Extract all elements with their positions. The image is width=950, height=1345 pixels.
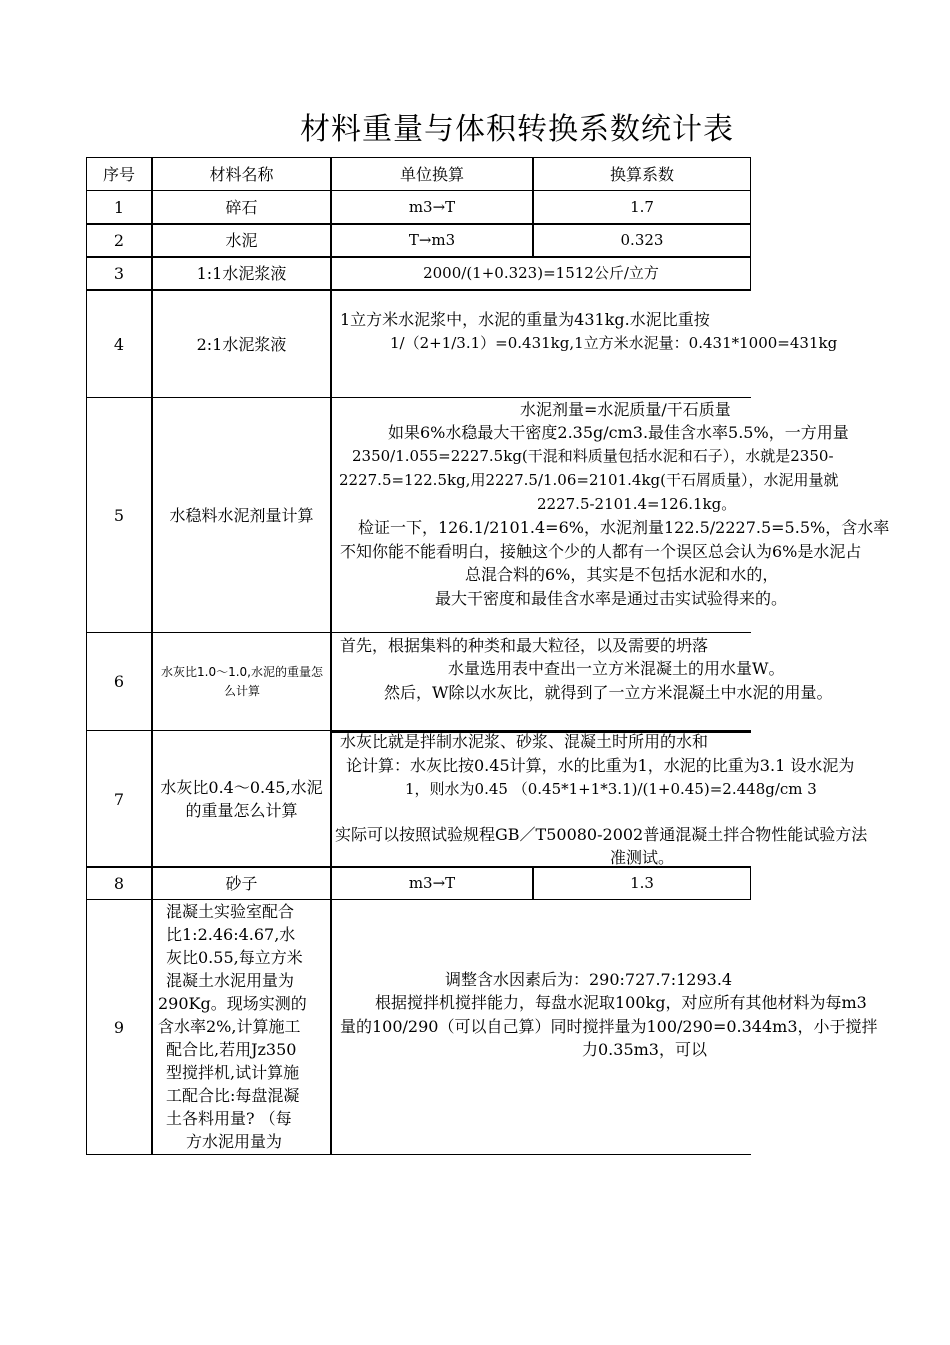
row-5-line-2: 如果6%水稳最大干密度2.35g/cm3.最佳含水率5.5%，一方用量	[388, 423, 849, 442]
row-1-no: 1	[113, 198, 125, 217]
row-7-line-3: 1，则水为0.45 （0.45*1+1*3.1)/(1+0.45)=2.448g/cm 3	[405, 780, 817, 798]
row-9-name-7: 配合比,若用Jz350	[166, 1040, 297, 1059]
row-8-name: 砂子	[225, 874, 258, 893]
row-1-unit: m3→T	[408, 198, 456, 216]
row-6-name: 水灰比1.0～1.0,水泥的重量怎么计算	[161, 664, 323, 698]
row-9-name-1: 混凝土实验室配合	[166, 902, 295, 921]
row-5-line-6: 检证一下，126.1/2101.4=6%，水泥剂量122.5/2227.5=5.5%，含水率	[358, 518, 890, 537]
row-9-line-4: 力0.35m3，可以	[582, 1040, 707, 1059]
row-3-no: 3	[113, 264, 125, 283]
row-2-coef: 0.323	[620, 231, 664, 249]
row-5-line-8: 总混合料的6%，其实是不包括水泥和水的，	[465, 565, 779, 584]
row-6-line-3: 然后，W除以水灰比，就得到了一立方米混凝土中水泥的用量。	[384, 683, 833, 702]
row-9-name-10: 土各料用量? （每	[166, 1109, 292, 1128]
row-7-line-4: 实际可以按照试验规程GB／T50080-2002普通混凝土拌合物性能试验方法	[335, 825, 868, 844]
row-9-name-4: 混凝土水泥用量为	[166, 971, 295, 990]
row-9-name-11: 方水泥用量为	[186, 1132, 283, 1151]
row-2-unit: T→m3	[408, 231, 456, 249]
row-5-line-9: 最大干密度和最佳含水率是通过击实试验得来的。	[435, 589, 788, 608]
row-9-name-8: 型搅拌机,试计算施	[166, 1063, 300, 1082]
row-9-name-3: 灰比0.55,每立方米	[166, 948, 303, 967]
row-5-line-7: 不知你能不能看明白，接触这个少的人都有一个误区总会认为6%是水泥占	[340, 542, 862, 561]
row-9-line-2: 根据搅拌机搅拌能力，每盘水泥取100kg，对应所有其他材料为每m3	[375, 993, 867, 1012]
row-1-name: 碎石	[225, 198, 258, 217]
row-7-no: 7	[113, 789, 125, 809]
row-3-merged: 2000/(1+0.323)=1512公斤/立方	[423, 264, 659, 282]
row-5-line-1: 水泥剂量=水泥质量/干石质量	[520, 400, 731, 419]
row-4-line-1: 1立方米水泥浆中，水泥的重量为431kg.水泥比重按	[340, 310, 710, 329]
row-6-no: 6	[113, 672, 125, 691]
row-5-no: 5	[113, 506, 125, 525]
row-9-name-2: 比1:2.46:4.67,水	[166, 925, 296, 944]
row-8-no: 8	[113, 874, 125, 893]
row-9-name-9: 工配合比:每盘混凝	[166, 1086, 300, 1105]
row-6-line-2: 水量选用表中查出一立方米混凝土的用水量W。	[448, 659, 785, 678]
row-8-coef: 1.3	[630, 874, 654, 892]
row-4-line-2: 1/（2+1/3.1）=0.431kg,1立方米水泥量：0.431*1000=431kg	[390, 334, 838, 352]
row-6-line-1: 首先，根据集料的种类和最大粒径，以及需要的坍落	[340, 636, 709, 655]
row-9-line-1: 调整含水因素后为：290:727.7:1293.4	[445, 970, 733, 989]
row-7-line-1: 水灰比就是拌制水泥浆、砂浆、混凝土时所用的水和	[340, 732, 709, 751]
row-5-line-3: 2350/1.055=2227.5kg(干混和料质量包括水泥和石子），水就是2350-	[352, 447, 834, 465]
header-name: 材料名称	[209, 164, 274, 184]
row-5-line-4: 2227.5=122.5kg,用2227.5/1.06=2101.4kg(干石屑质量），水泥用量就	[339, 471, 839, 489]
header-unit: 单位换算	[399, 164, 464, 184]
row-3-name: 1:1水泥浆液	[196, 264, 287, 283]
row-1-coef: 1.7	[630, 198, 654, 216]
row-9-name-5: 290Kg。现场实测的	[158, 994, 307, 1013]
row-5-line-5: 2227.5-2101.4=126.1kg。	[537, 495, 737, 513]
header-coef: 换算系数	[609, 164, 674, 184]
row-2-name: 水泥	[225, 231, 258, 250]
row-7-line-5: 准测试。	[610, 848, 675, 867]
row-8-unit: m3→T	[408, 874, 456, 892]
row-2-no: 2	[113, 231, 125, 250]
row-9-line-3: 量的100/290（可以自己算）同时搅拌量为100/290=0.344m3，小于搅拌	[340, 1017, 878, 1036]
page-title: 材料重量与体积转换系数统计表	[300, 112, 734, 147]
row-9-no: 9	[113, 1018, 125, 1037]
row-7-line-2: 论计算：水灰比按0.45计算，水的比重为1，水泥的比重为3.1 设水泥为	[346, 756, 855, 775]
row-7-name: 水灰比0.4～0.45,水泥的重量怎么计算	[160, 778, 323, 820]
row-9-name-6: 含水率2%,计算施工	[158, 1017, 301, 1036]
row-4-name: 2:1水泥浆液	[196, 334, 287, 354]
row-4-no: 4	[113, 334, 125, 354]
row-5-name: 水稳料水泥剂量计算	[169, 506, 314, 525]
header-no: 序号	[102, 164, 135, 184]
